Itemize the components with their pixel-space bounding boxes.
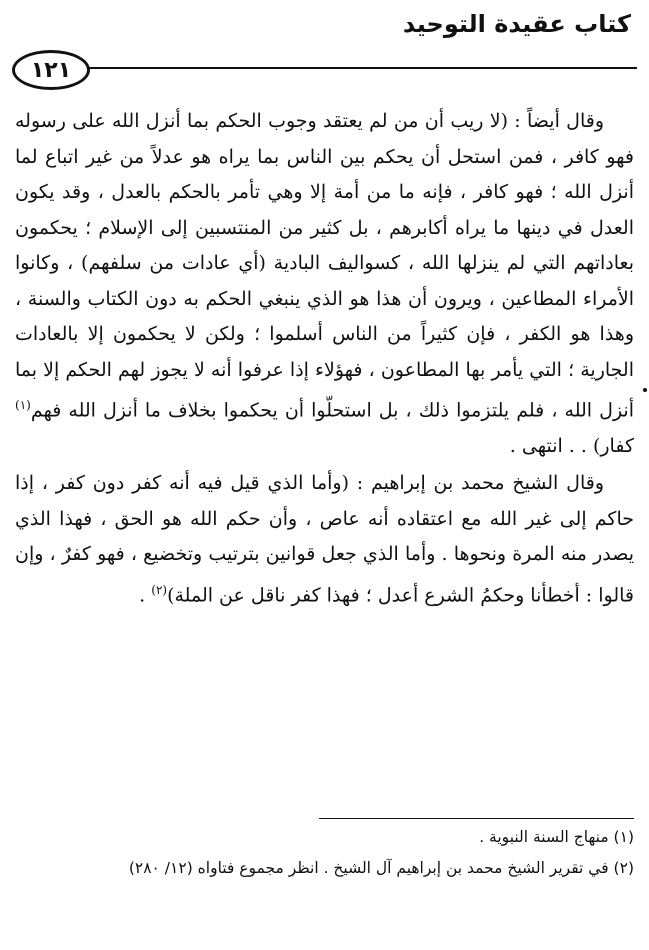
paragraph-text: وقال أيضاً : (لا ريب أن من لم يعتقد وجوب الحكم بما أنزل الله على رسوله فهو كافر ، فمن استحل أن يحكم بين الناس بما يراه هو عدلاً من غير اتباع لما أنزل الله ؛ فهو كافر ، فإنه ما من أمة إلا وهي تأمر بالحكم بالعدل ، وقد يكون العدل في دينها ما يراه أكابرهم ، بل كثير من المنتسبين إلى الإسلام ؛ يحكمون بعاداتهم التي لم ينزلها الله ، كسواليف البادية (أي عادات من سلفهم) ، وكانوا الأمراء المطاعين ، ويرون أن هذا هو الذي ينبغي الحكم به دون الكتاب والسنة ، وهذا هو الكفر ، فإن كثيراً من الناس أسلموا ؛ ولكن لا يحكمون إلا بالعادات الجارية ؛ التي يأمر بها المطاعون ، فهؤلاء إذا عرفوا أنه لا يجوز لهم الحكم إلا بما أنزل الله ، فلم يلتزموا ذلك ، بل استحلّوا أن يحكموا بخلاف ما أنزل الله فهم [15, 110, 634, 422]
page-number: ١٢١ [12, 50, 90, 90]
book-title: كتاب عقيدة التوحيد [402, 10, 631, 38]
footnote: (٢) في تقرير الشيخ محمد بن إبراهيم آل الشيخ . انظر مجموع فتاواه (١٢/ ٢٨٠) [128, 859, 634, 877]
paragraph-tail: كفار) . . انتهى . [509, 434, 634, 457]
footnote-reference: (٢) [151, 582, 168, 597]
paragraph-tail: . [139, 584, 152, 607]
footnote-reference: (١) [15, 398, 31, 412]
footnotes [15, 822, 634, 884]
paragraph-text: وقال الشيخ محمد بن إبراهيم : (وأما الذي قيل فيه أنه كفر دون كفر ، إذا حاكم إلى غير الله مع اعتقاده أنه عاص ، وأن حكم الله هو الحق ، فهذا الذي يصدر منه المرة ونحوها . وأما الذي جعل قوانين بترتيب وتخضيع ، فهو كفرٌ ، وإن قالوا : أخطأنا وحكمُ الشرع أعدل ؛ فهذا كفر ناقل عن الملة) [15, 472, 634, 607]
footnote: (١) منهاج السنة النبوية . [479, 828, 634, 846]
margin-mark [643, 388, 647, 392]
paragraph [15, 466, 634, 613]
body-text [15, 104, 634, 614]
paragraph [15, 104, 634, 464]
footnote-rule [319, 818, 634, 819]
header-rule [88, 67, 637, 69]
